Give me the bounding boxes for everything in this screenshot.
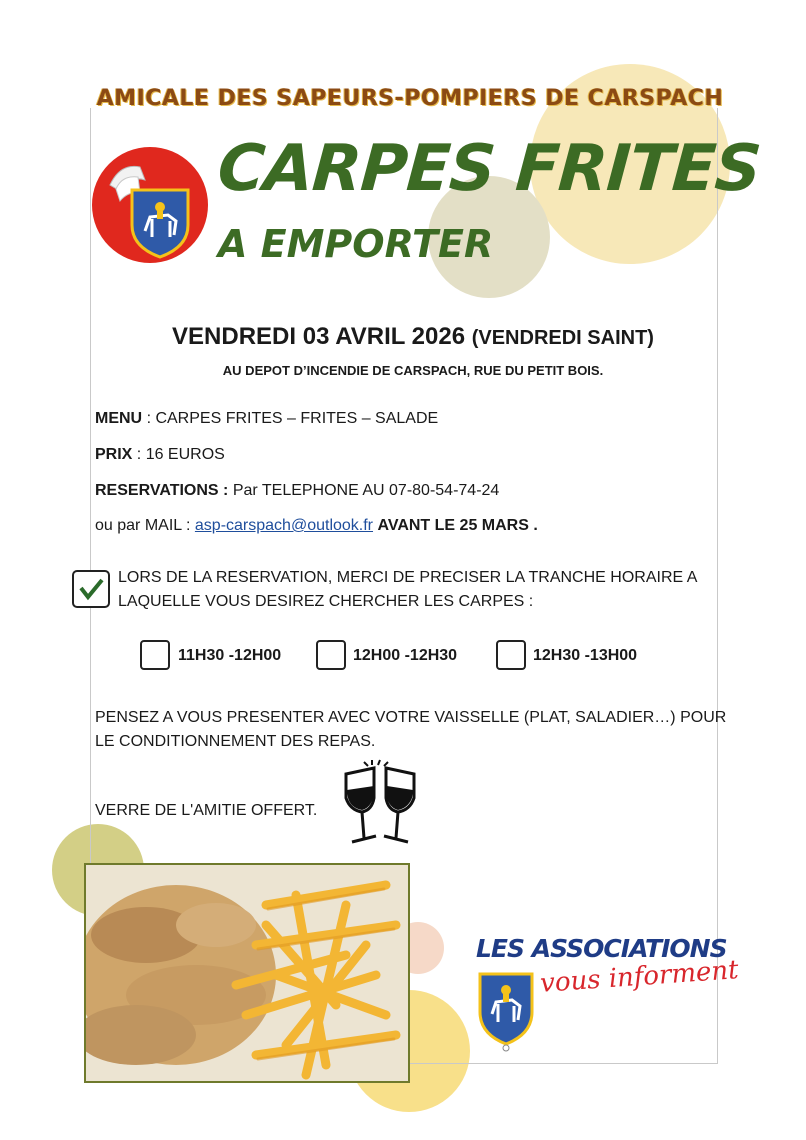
slot-label-3: 12H30 -13H00 <box>533 647 638 664</box>
event-place: AU DEPOT D’INCENDIE DE CARSPACH, RUE DU PETIT BOIS. <box>222 363 604 378</box>
sub-title: A EMPORTER <box>218 222 494 266</box>
assoc-title: LES ASSOCIATIONS <box>476 934 727 963</box>
time-note-line1: LORS DE LA RESERVATION, MERCI DE PRECISER LA TRANCHE HORAIRE A <box>118 569 698 586</box>
dishes-note <box>95 706 726 754</box>
reservations-line <box>95 482 499 500</box>
mail-prefix: ou par MAIL : <box>95 517 191 534</box>
wine-glasses-icon <box>334 758 426 854</box>
dishes-note-line2: LE CONDITIONNEMENT DES REPAS. <box>95 733 376 750</box>
mail-link[interactable]: asp-carspach@outlook.fr <box>194 517 374 534</box>
assoc-subtitle: vous informent <box>539 955 740 999</box>
time-note <box>118 566 697 614</box>
verre-text: VERRE DE L'AMITIE OFFERT. <box>95 802 318 819</box>
checkbox-checked-icon <box>72 570 110 608</box>
food-photo <box>84 863 410 1083</box>
slot-label-2: 12H00 -12H30 <box>353 647 458 664</box>
reservations-text: Par TELEPHONE AU 07-80-54-74-24 <box>232 482 500 499</box>
slot-checkbox-3[interactable] <box>496 640 526 670</box>
slot-label-1: 11H30 -12H00 <box>178 647 282 664</box>
mail-deadline: AVANT LE 25 MARS . <box>377 517 538 534</box>
time-note-line2: LAQUELLE VOUS DESIREZ CHERCHER LES CARPES : <box>118 593 534 610</box>
price-text: : 16 EUROS <box>136 446 225 463</box>
menu-line <box>95 410 438 428</box>
slot-checkbox-1[interactable] <box>140 640 170 670</box>
coat-of-arms-icon <box>476 968 536 1052</box>
event-date <box>120 323 706 351</box>
price-line <box>95 446 225 464</box>
association-title: AMICALE DES SAPEURS-POMPIERS DE CARSPACH <box>96 86 724 111</box>
slot-checkbox-2[interactable] <box>316 640 346 670</box>
menu-label: MENU <box>95 410 143 427</box>
reservations-label: RESERVATIONS : <box>95 482 229 499</box>
dishes-note-line1: PENSEZ A VOUS PRESENTER AVEC VOTRE VAISSELLE (PLAT, SALADIER…) POUR <box>95 709 727 726</box>
main-title: CARPES FRITES <box>215 132 763 206</box>
mail-line <box>95 517 538 535</box>
price-label: PRIX <box>95 446 133 463</box>
event-date-note: (VENDREDI SAINT) <box>471 327 654 349</box>
firefighter-logo <box>90 145 210 265</box>
event-date-text: VENDREDI 03 AVRIL 2026 <box>172 323 466 350</box>
menu-text: : CARPES FRITES – FRITES – SALADE <box>146 410 439 427</box>
